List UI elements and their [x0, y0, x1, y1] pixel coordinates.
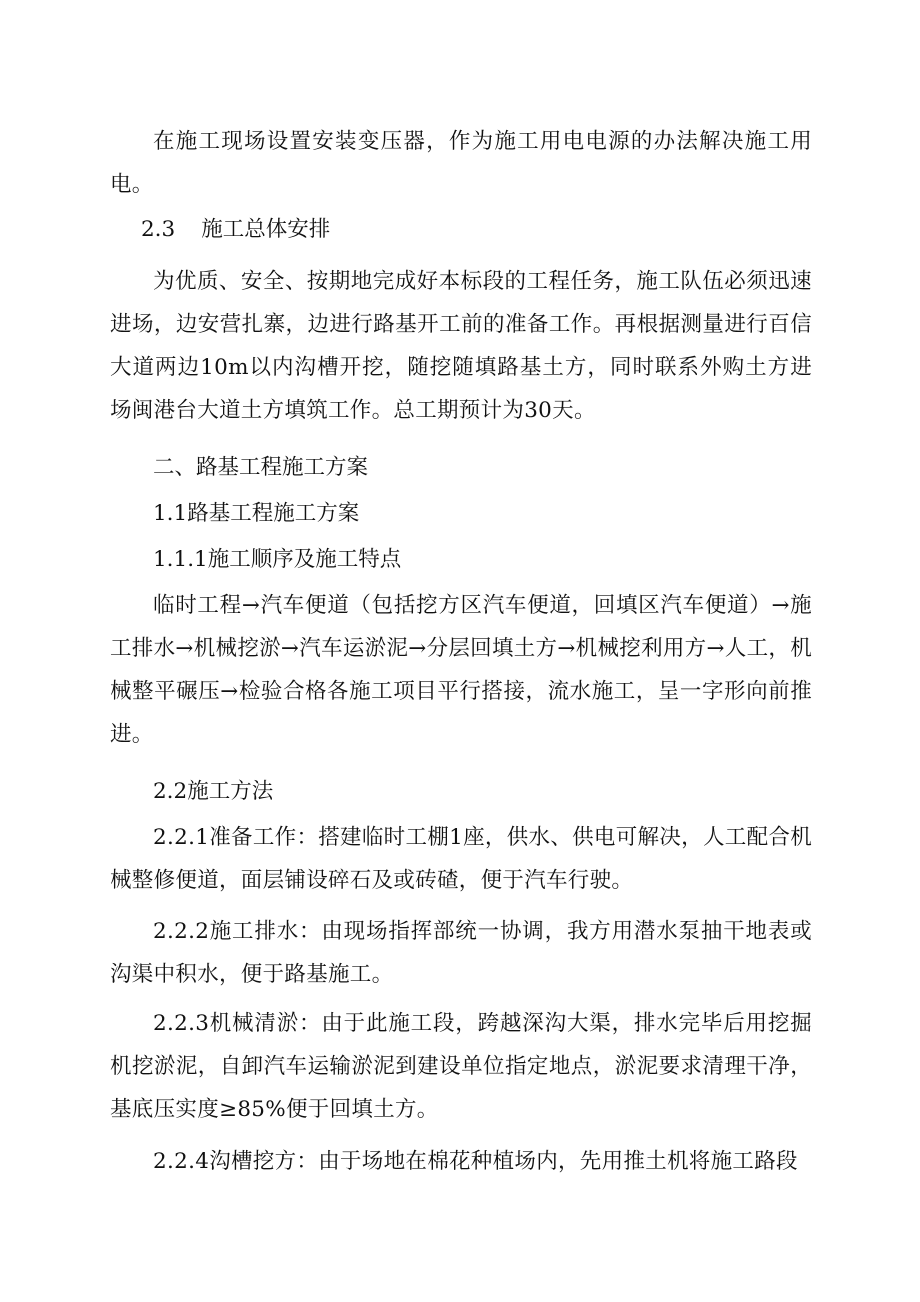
heading-2-2: 2.2施工方法 — [153, 779, 274, 804]
heading-2-3-title: 施工总体安排 — [201, 217, 331, 242]
paragraph-2-2-4: 2.2.4沟槽挖方：由于场地在棉花种植场内，先用推土机将施工路段 — [153, 1149, 798, 1174]
paragraph-2-2-1: 2.2.1准备工作：搭建临时工棚1座，供水、供电可解决，人工配合机械整修便道，面层铺设碎石及或砖碴，便于汽车行驶。 — [110, 825, 812, 893]
paragraph-sequence: 临时工程→汽车便道（包括挖方区汽车便道，回填区汽车便道）→施工排水→机械挖淤→汽车运淤泥→分层回填土方→机械挖利用方→人工，机械整平碾压→检验合格各施工项目平行搭接，流水施工，呈一字形向前推进。 — [110, 593, 812, 747]
heading-2-3 — [141, 208, 330, 251]
heading-2-3-number: 2.3 — [141, 217, 176, 242]
paragraph-power-supply: 在施工现场设置安装变压器，作为施工用电电源的办法解决施工用电。 — [110, 129, 812, 197]
heading-section-two: 二、路基工程施工方案 — [153, 455, 369, 480]
paragraph-2-2-2: 2.2.2施工排水：由现场指挥部统一协调，我方用潜水泵抽干地表或沟渠中积水，便于路基施工。 — [110, 919, 812, 987]
paragraph-2-2-3: 2.2.3机械清淤：由于此施工段，跨越深沟大渠，排水完毕后用挖掘机挖淤泥，自卸汽车运输淤泥到建设单位指定地点，淤泥要求清理干净，基底压实度≥85%便于回填土方。 — [110, 1011, 812, 1122]
paragraph-overall-plan: 为优质、安全、按期地完成好本标段的工程任务，施工队伍必须迅速进场，边安营扎寨，边进行路基开工前的准备工作。再根据测量进行百信大道两边10m以内沟槽开挖，随挖随填路基土方，同时联系外购土方进场闽港台大道土方填筑工作。总工期预计为30天。 — [110, 269, 812, 423]
heading-1-1-1: 1.1.1施工顺序及施工特点 — [153, 547, 402, 572]
heading-1-1: 1.1路基工程施工方案 — [153, 501, 360, 526]
